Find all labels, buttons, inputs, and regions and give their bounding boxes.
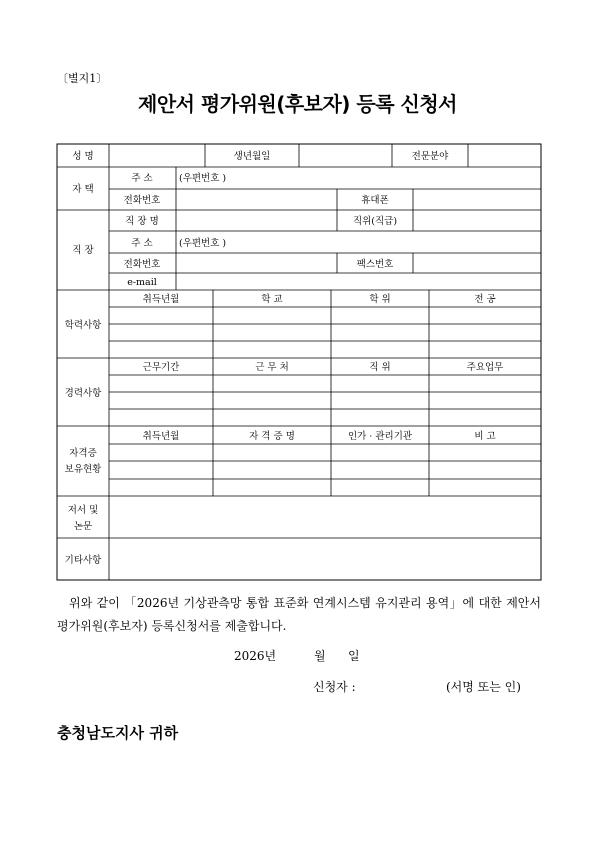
home-phone-label: 전화번호 — [123, 195, 161, 206]
home-postal-code-field[interactable]: (우편번호 ) — [179, 173, 227, 184]
signature-note: (서명 또는 인) — [446, 680, 521, 694]
certificates-section-label: 자격증 — [69, 448, 97, 459]
education-section-label: 학력사항 — [64, 320, 102, 331]
education-header: 학 위 — [369, 294, 391, 305]
specialty-label: 전문분야 — [411, 151, 449, 162]
job-position-label: 직위(직급) — [352, 216, 398, 227]
work-section-label: 직 장 — [72, 245, 94, 256]
certificate-header: 자 격 증 명 — [249, 431, 295, 442]
career-header: 근무기간 — [142, 362, 180, 373]
career-section-label: 경력사항 — [64, 388, 102, 399]
career-header: 주요업무 — [466, 362, 504, 373]
birth-date-label: 생년월일 — [233, 151, 271, 162]
company-name-label: 직 장 명 — [125, 216, 159, 227]
date-day: 일 — [348, 649, 360, 663]
education-header: 학 교 — [261, 294, 283, 305]
education-header: 취득년월 — [142, 294, 180, 305]
publications-label: 논문 — [73, 521, 93, 532]
submission-statement: 위와 같이 「2026년 기상관측망 통합 표준화 연계시스템 유지관리 용역」에 대한 제안서 평가위원(후보자) 등록신청서를 제출합니다. — [57, 596, 541, 633]
home-address-label: 주 소 — [131, 173, 153, 184]
fax-label: 팩스번호 — [356, 259, 394, 270]
certificate-header: 비 고 — [474, 431, 496, 442]
attachment-label: 〔별지1〕 — [57, 72, 108, 85]
mobile-label: 휴대폰 — [361, 195, 389, 206]
home-section-label: 자 택 — [72, 184, 94, 195]
work-address-label: 주 소 — [131, 238, 153, 249]
education-header: 전 공 — [474, 294, 496, 305]
date-month: 월 — [314, 649, 326, 663]
career-header: 근 무 처 — [255, 362, 289, 373]
work-phone-label: 전화번호 — [123, 259, 161, 270]
form-title: 제안서 평가위원(후보자) 등록 신청서 — [138, 92, 457, 116]
work-postal-code-field[interactable]: (우편번호 ) — [179, 238, 227, 249]
certificates-section-label: 보유현황 — [64, 464, 102, 475]
career-header: 직 위 — [369, 362, 391, 373]
certificate-header: 인가 · 관리기관 — [347, 431, 413, 442]
email-label: e-mail — [127, 277, 157, 288]
applicant-label: 신청자 : — [313, 680, 356, 694]
addressee: 충청남도지사 귀하 — [57, 724, 179, 742]
other-notes-label: 기타사항 — [64, 555, 102, 566]
date-year: 2026년 — [234, 649, 277, 663]
certificate-header: 취득년월 — [142, 431, 180, 442]
name-label: 성 명 — [72, 151, 94, 162]
publications-label: 저서 및 — [67, 505, 99, 516]
